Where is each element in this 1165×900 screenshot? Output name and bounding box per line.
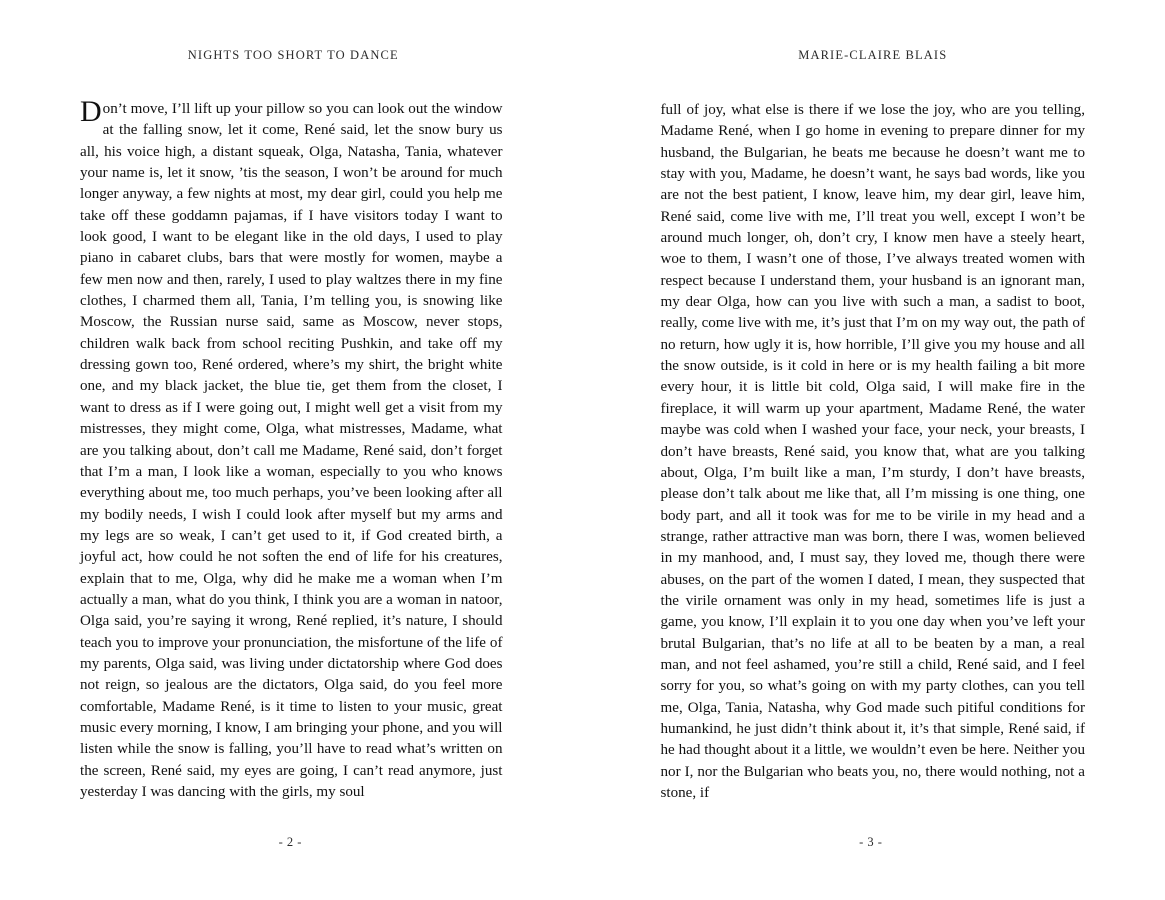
folio-left: - 2 - [278, 835, 302, 849]
page-right [583, 0, 1165, 900]
body-text-right [661, 100, 1086, 804]
body-paragraph-right: full of joy, what else is there if we lose the joy, who are you telling, Madame René, when I go home in evening to prepare dinner for my husband, the Bulgarian, he beats me because he doesn’t want me to stay with you, Madame, he doesn’t want, he says bad words, like you are not the best patient, I know, leave him, my dear girl, leave him, René said, come live with me, I’ll treat you well, except I won’t be around much longer, oh, don’t cry, I know men have a steely heart, woe to them, I wasn’t one of those, I’ve always treated women with respect because I understand them, your husband is an ignorant man, my dear Olga, how can you live with such a man, a sadist to boot, really, come live with me, it’s just that I’m on my way out, the path of no return, how ugly it is, how horrible, I’ll give you my house and all the snow outside, is it cold in here or is my health failing a bit more every hour, it is little bit cold, Olga said, I will make fire in the fireplace, it will warm up your apartment, Madame René, the water maybe was cold when I washed your face, your neck, your breasts, I don’t have breasts, René said, you know that, what are you talking about, Olga, I’m built like a man, I’m sturdy, I don’t have breasts, please don’t talk about me like that, all I’m missing is one thing, one body part, and all it took was for me to be virile in my head and a strange, rather attractive man was born, there I was, women believed in my manhood, and, I must say, they loved me, though there were abuses, on the part of the women I dated, I mean, they suspected that the virile ornament was only in my head, sometimes life is just a game, you know, I’ll explain it to you one day when you’ve left your brutal Bulgarian, that’s no life at all to be beaten by a man, a real man, and not feel ashamed, you’re still a child, René said, and I feel sorry for you, so what’s going on with my party clothes, can you tell me, Olga, Tania, Natasha, why God made such pitiful conditions for humankind, he just didn’t think about it, it’s that simple, René said, if he had thought about it a little, we wouldn’t even be here. Neither you nor I, nor the Bulgarian who beats you, no, there would nothing, not a stone, if [660, 102, 1085, 801]
folio-right: - 3 - [859, 835, 883, 849]
running-head-left: NIGHTS TOO SHORT TO DANCE [187, 48, 399, 62]
running-head-right: MARIE-CLAIRE BLAIS [798, 48, 948, 62]
drop-cap: D [80, 95, 102, 128]
body-text-left [80, 95, 503, 803]
body-paragraph-left: on’t move, I’ll lift up your pillow so you can look out the window at the falling snow, let it come, René said, let the snow bury us all, his voice high, a distant squeak, Olga, Natasha, Tania, whatever your name is, let it snow, ’tis the season, I won’t be around for much longer anyway, a few nights at most, my dear girl, could you help me take off these goddamn pajamas, if I have visitors today I want to look good, I want to be elegant like in the old days, I used to play piano in cabaret clubs, bars that were mostly for women, maybe a few men now and then, rarely, I used to play waltzes there in my fine clothes, I charmed them all, Tania, I’m telling you, is snowing like Moscow, the Russian nurse said, same as Moscow, never stops, children walk back from school reciting Pushkin, and take off my dressing gown too, René ordered, where’s my shirt, the bright white one, and my black jacket, the blue tie, get them from the closet, I want to dress as if I were going out, I might well get a visit from my mistresses, they might come, Olga, what mistresses, Madame, what are you talking about, don’t call me Madame, René said, don’t forget that I’m a man, I look like a woman, especially to you who knows everything about me, too much perhaps, you’ve been looking after all my bodily needs, I wish I could look after myself but my arms and my legs are so weak, I can’t get used to it, if God created birth, a joyful act, how could he not soften the end of life for his creatures, explain that to me, Olga, why did he make me a woman when I’m actually a man, what do you think, I think you are a woman in natoor, Olga said, you’re saying it wrong, René replied, it’s nature, I should teach you to improve your pronunciation, the misfortune of the life of my parents, Olga said, was living under dictatorship where God does not reign, so jealous are the dictators, Olga said, do you feel more comfortable, Madame René, is it time to listen to your music, great music every morning, I know, I am bringing your phone, and you will listen while the snow is falling, you’ll have to read what’s written on the screen, René said, my eyes are going, I can’t read anymore, just yesterday I was dancing with the girls, my soul [80, 101, 503, 800]
